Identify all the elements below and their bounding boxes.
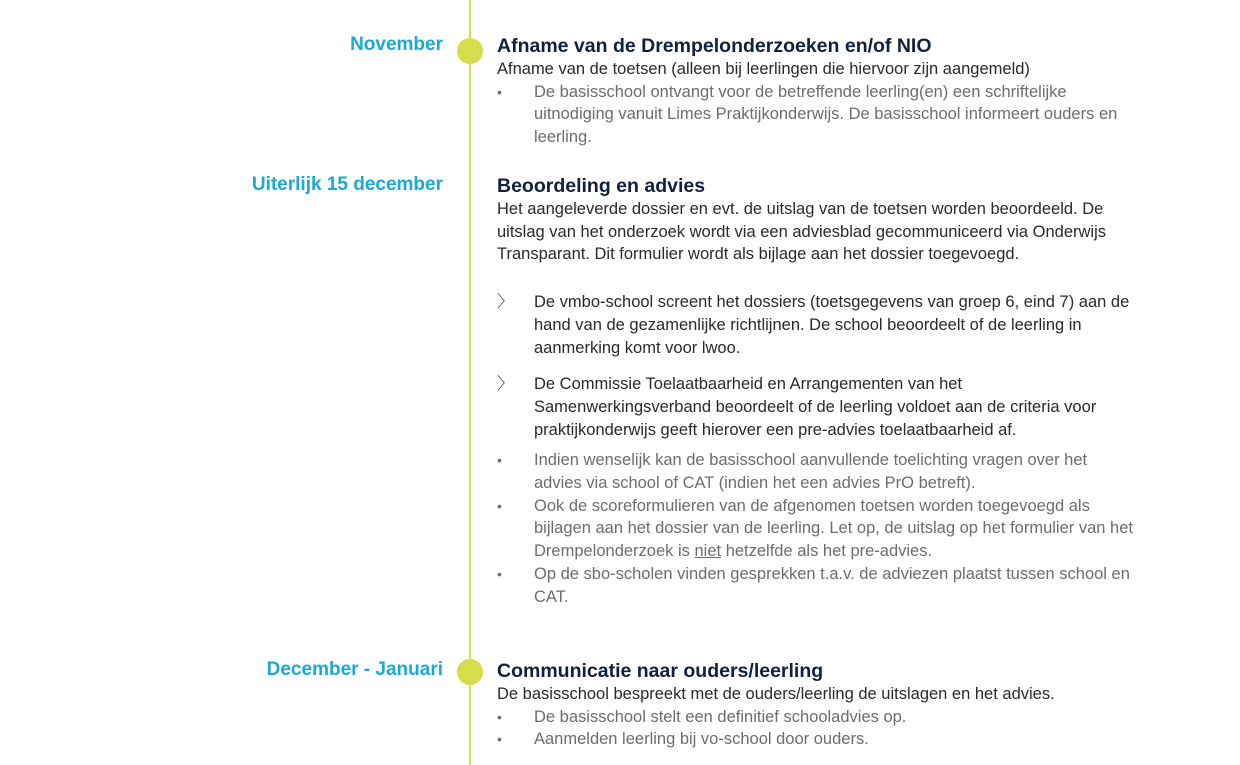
bullet-icon: • [497, 708, 502, 725]
list-item [497, 563, 1137, 608]
list-item-text: Aanmelden leerling bij vo-school door ouders. [534, 730, 869, 749]
bullet-list [497, 81, 1137, 149]
entry-intro: Afname van de toetsen (alleen bij leerlingen die hiervoor zijn aangemeld) [497, 60, 1030, 78]
date-label-15-december: Uiterlijk 15 december [251, 174, 443, 195]
list-item-text: Op de sbo-scholen vinden gesprekken t.a.v. de adviezen plaatst tussen school en CAT. [534, 564, 1130, 606]
list-item [497, 728, 1137, 751]
text-segment: Ook de scoreformulieren van de afgenomen toetsen worden toegevoegd als bijlagen aan het dossier van de leerling. Let op, de uitslag op het formulier van het Drempelonderzoek is [534, 496, 1133, 561]
list-item [497, 373, 1137, 441]
list-item [497, 449, 1137, 494]
list-item-text: De basisschool ontvangt voor de betreffende leerling(en) een schriftelijke uitnodiging vanuit Limes Praktijkonderwijs. De basisschool informeert ouders en leerling. [534, 82, 1118, 147]
text-segment: hetzelfde als het pre-advies. [721, 542, 933, 561]
underlined-emphasis: niet [694, 542, 722, 561]
bullet-list [497, 706, 1137, 751]
arrow-list [497, 291, 1137, 441]
timeline-dot-november [457, 38, 483, 64]
entry-intro: Het aangeleverde dossier en evt. de uitslag van de toetsen worden beoordeeld. De uitslag van het onderzoek wordt via een adviesblad gecommuniceerd via Onderwijs Transparant. Dit formulier wordt als bijlage aan het dossier toegevoegd. [497, 200, 1107, 264]
bullet-icon: • [497, 565, 502, 582]
list-item [497, 291, 1137, 359]
bullet-icon: • [497, 452, 502, 469]
list-item-text: De basisschool stelt een definitief schooladvies op. [534, 707, 907, 726]
timeline-line [469, 0, 471, 765]
list-item [497, 495, 1137, 563]
timeline-entry-15-december [497, 174, 1137, 608]
list-item [497, 81, 1137, 149]
timeline-entry-december-januari [497, 659, 1137, 751]
entry-title: Communicatie naar ouders/leerling [497, 660, 824, 682]
timeline-dot-december-januari [457, 659, 483, 685]
list-item-text: Indien wenselijk kan de basisschool aanvullende toelichting vragen over het advies via school of CAT (indien het een advies PrO betreft). [534, 451, 1088, 493]
entry-intro: De basisschool bespreekt met de ouders/leerling de uitslagen en het advies. [497, 685, 1055, 703]
entry-title: Beoordeling en advies [497, 175, 706, 197]
timeline-entry-november [497, 34, 1137, 149]
list-item-text: De vmbo-school screent het dossiers (toetsgegevens van groep 6, eind 7) aan de hand van de gezamenlijke richtlijnen. De school beoordeelt of de leerling in aanmerking komt voor lwoo. [534, 293, 1130, 357]
bullet-icon: • [497, 731, 502, 748]
date-label-december-januari: December - Januari [266, 659, 443, 680]
bullet-icon: • [497, 83, 502, 100]
bullet-icon: • [497, 497, 502, 514]
date-label-november: November [350, 34, 443, 55]
list-item-text [534, 497, 1133, 560]
list-item [497, 706, 1137, 729]
list-item-text: De Commissie Toelaatbaarheid en Arrangementen van het Samenwerkingsverband beoordeelt of de leerling voldoet aan de criteria voor praktijkonderwijs geeft hierover een pre-advies toelaatbaarheid af. [534, 375, 1097, 439]
chevron-right-icon: 〉 [497, 375, 514, 394]
entry-title: Afname van de Drempelonderzoeken en/of NIO [497, 35, 932, 57]
bullet-list [497, 449, 1137, 608]
chevron-right-icon: 〉 [497, 293, 514, 312]
